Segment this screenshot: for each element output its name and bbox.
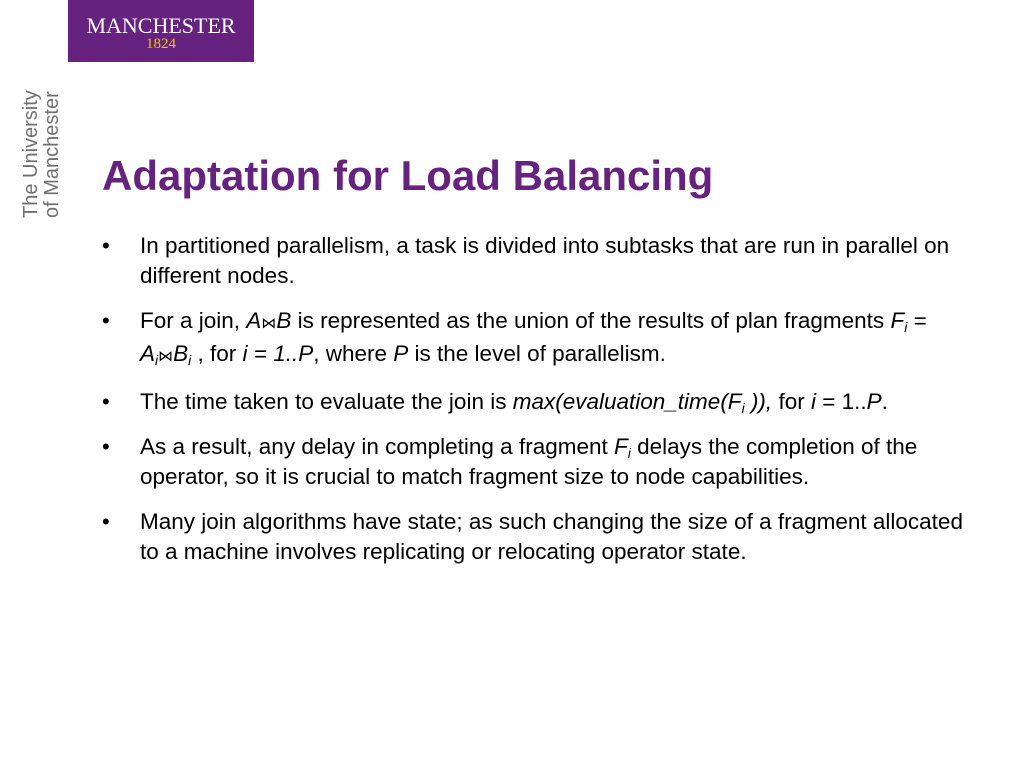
bullet-glyph: • (102, 389, 110, 414)
join-symbol: ⋈ (261, 315, 277, 332)
bullet-item (102, 306, 972, 372)
bullet-glyph: • (102, 308, 110, 333)
bullet-text: Many join algorithms have state; as such changing the size of a fragment allocated to a machine involves replicating or relocating operator state. (140, 509, 963, 564)
bullet-list (102, 231, 972, 582)
slide-title: Adaptation for Load Balancing (102, 152, 714, 199)
bullet-text: As a result, any delay in completing a fragment $F_i$ delays the completion of the operator, so it is crucial to match fragment size to node capabilities. (140, 434, 918, 489)
bullet-text: The time taken to evaluate the join is $\max(evaluation\_time(F_i$ )), for i = 1..P. (140, 389, 888, 416)
bullet-item (102, 507, 972, 567)
bullet-glyph: • (102, 434, 110, 459)
join-symbol: ⋈ (158, 348, 174, 365)
bullet-item (102, 231, 972, 291)
wordmark-line-2: of Manchester (41, 91, 63, 218)
university-logo (68, 0, 254, 62)
wordmark-line-1: The University (20, 90, 42, 218)
bullet-text: For a join, A⋈B is represented as the union of the results of plan fragments $F_i$ = $A_i⋈B_i$ , for i = 1..P, where P is the level of parallelism. (140, 308, 927, 368)
logo-name: MANCHESTER (86, 13, 236, 38)
university-wordmark (21, 58, 63, 218)
bullet-glyph: • (102, 233, 110, 258)
bullet-item (102, 387, 972, 417)
logo-year: 1824 (146, 36, 176, 52)
bullet-glyph: • (102, 509, 110, 534)
bullet-item (102, 432, 972, 492)
bullet-text: In partitioned parallelism, a task is divided into subtasks that are run in parallel on different nodes. (140, 233, 950, 288)
